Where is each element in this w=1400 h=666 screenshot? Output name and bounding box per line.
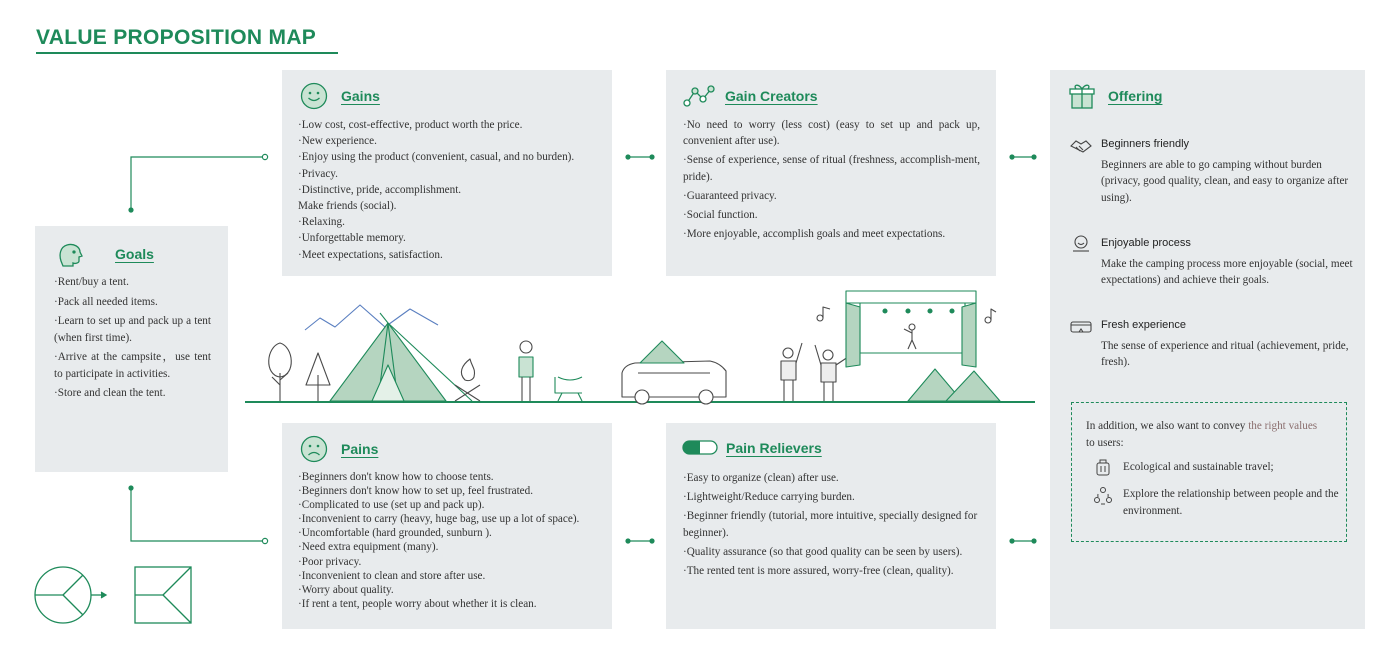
big-tent: [330, 313, 472, 401]
list-item: ·Inconvenient to clean and store after use.: [298, 569, 486, 582]
list-item: ·Beginner friendly (tutorial, more intuitive, specially designed for beginner).: [683, 510, 978, 539]
values-point: [1092, 459, 1342, 476]
offer-title: Enjoyable process: [1101, 237, 1191, 249]
stage: [846, 291, 976, 367]
trees: [269, 343, 330, 401]
list-item: Make friends (social).: [298, 200, 397, 213]
intro-accent: the right values: [1248, 420, 1318, 432]
list-item: ·Store and clean the tent.: [54, 387, 166, 400]
values-note: [1071, 402, 1347, 542]
list-item: ·Arrive at the campsite，use tent to participate in activities.: [54, 351, 211, 380]
offering-panel: [1050, 70, 1365, 629]
intro-text: In addition, we also want to convey: [1086, 420, 1249, 432]
luggage-icon: [1094, 457, 1112, 477]
people-circle-icon: [1093, 486, 1113, 506]
list-item: ·Guaranteed privacy.: [683, 189, 777, 202]
list-item: ·The rented tent is more assured, worry-free (clean, quality).: [683, 565, 954, 578]
head-icon: [55, 239, 85, 269]
list-item: ·Pack all needed items.: [54, 295, 158, 308]
list-item: ·No need to worry (less cost) (easy to set up and pack up, convenient after use).: [683, 119, 980, 148]
list-item: ·Privacy.: [298, 167, 338, 180]
pain-relievers-list: [683, 470, 983, 582]
pill-icon: [682, 438, 718, 458]
small-tents: [908, 369, 1000, 401]
goals-title: Goals: [115, 246, 154, 262]
offer-body: The sense of experience and ritual (achievement, pride, fresh).: [1101, 339, 1349, 368]
goals-panel: [35, 226, 228, 472]
camp-chair: [555, 377, 582, 401]
offer-fresh-experience: [1070, 317, 1355, 371]
gains-list: [298, 117, 603, 263]
gain-creators-panel: [666, 70, 996, 276]
handshake-icon: [1070, 138, 1092, 154]
list-item: ·Low cost, cost-effective, product worth the price.: [298, 119, 523, 131]
gains-panel: [282, 70, 612, 276]
values-intro: [1086, 418, 1326, 451]
standing-person: [519, 341, 533, 401]
list-item: ·Learn to set up and pack up a tent (when first time).: [54, 315, 211, 344]
pain-relievers-title: Pain Relievers: [726, 440, 822, 456]
values-point: [1092, 486, 1342, 519]
list-item: ·Meet expectations, satisfaction.: [298, 248, 443, 261]
pain-relievers-panel: [666, 423, 996, 629]
gain-creators-title: Gain Creators: [725, 88, 818, 104]
offer-title: Fresh experience: [1101, 319, 1186, 331]
offer-body: Make the camping process more enjoyable (social, meet expectations) and achieve their goals.: [1101, 257, 1353, 286]
camping-scene-illustration: [240, 285, 1040, 415]
list-item: ·If rent a tent, people worry about whether it is clean.: [298, 597, 537, 610]
offer-beginners-friendly: [1070, 136, 1355, 206]
intro-text-end: to users:: [1086, 436, 1124, 449]
list-item: ·Inconvenient to carry (heavy, huge bag, use up a lot of space).: [298, 513, 580, 526]
list-item: ·Relaxing.: [298, 216, 345, 229]
gains-title: Gains: [341, 88, 380, 104]
car-with-roof-tent: [622, 341, 726, 404]
goals-pains-connector: [131, 488, 264, 541]
pains-list: [298, 470, 608, 611]
offer-title: Beginners friendly: [1101, 138, 1190, 150]
list-item: ·Complicated to use (set up and pack up).: [298, 499, 485, 512]
gain-creators-list: [683, 117, 980, 245]
list-item: ·Quality assurance (so that good quality can be seen by users).: [683, 545, 963, 558]
values-point-text: Ecological and sustainable travel;: [1123, 461, 1274, 473]
pains-panel: [282, 423, 612, 629]
campfire: [455, 359, 480, 401]
list-item: ·Beginners don't know how to set up, feel frustrated.: [298, 485, 534, 498]
list-item: ·Unforgettable memory.: [298, 232, 406, 245]
page-title: VALUE PROPOSITION MAP: [36, 26, 317, 49]
list-item: ·Beginners don't know how to choose tents.: [298, 471, 494, 483]
enjoy-face-icon: [1070, 235, 1092, 253]
list-item: ·More enjoyable, accomplish goals and meet expectations.: [683, 228, 946, 241]
list-item: ·Worry about quality.: [298, 583, 394, 596]
sad-face-icon: [300, 435, 328, 463]
goals-list: [54, 274, 211, 405]
offer-body: Beginners are able to go camping without burden (privacy, good quality, clean, and easy to organize after using).: [1101, 158, 1349, 204]
smiley-icon: [300, 82, 328, 110]
goals-gains-connector: [131, 157, 264, 210]
list-item: ·New experience.: [298, 135, 377, 148]
value-proposition-canvas-icon: [33, 565, 203, 635]
list-item: ·Lightweight/Reduce carrying burden.: [683, 491, 855, 504]
network-nodes-icon: [683, 83, 715, 109]
list-item: ·Uncomfortable (hard grounded, sunburn ).: [298, 527, 492, 540]
offer-enjoyable-process: [1070, 235, 1355, 289]
pains-title: Pains: [341, 441, 379, 457]
list-item: ·Poor privacy.: [298, 555, 362, 568]
list-item: ·Easy to organize (clean) after use.: [683, 472, 839, 484]
list-item: ·Distinctive, pride, accomplishment.: [298, 183, 462, 196]
list-item: ·Need extra equipment (many).: [298, 541, 439, 554]
gift-icon: [1068, 82, 1096, 110]
list-item: ·Enjoy using the product (convenient, casual, and no burden).: [298, 151, 575, 164]
mountains: [305, 305, 438, 330]
list-item: ·Rent/buy a tent.: [54, 276, 129, 288]
list-item: ·Social function.: [683, 209, 758, 222]
dancing-people: [781, 343, 848, 401]
vr-glasses-icon: [1070, 320, 1092, 336]
values-point-text: Explore the relationship between people and the environment.: [1123, 488, 1339, 517]
list-item: ·Sense of experience, sense of ritual (freshness, accomplish-ment, pride).: [683, 154, 980, 183]
offering-title: Offering: [1108, 88, 1163, 104]
